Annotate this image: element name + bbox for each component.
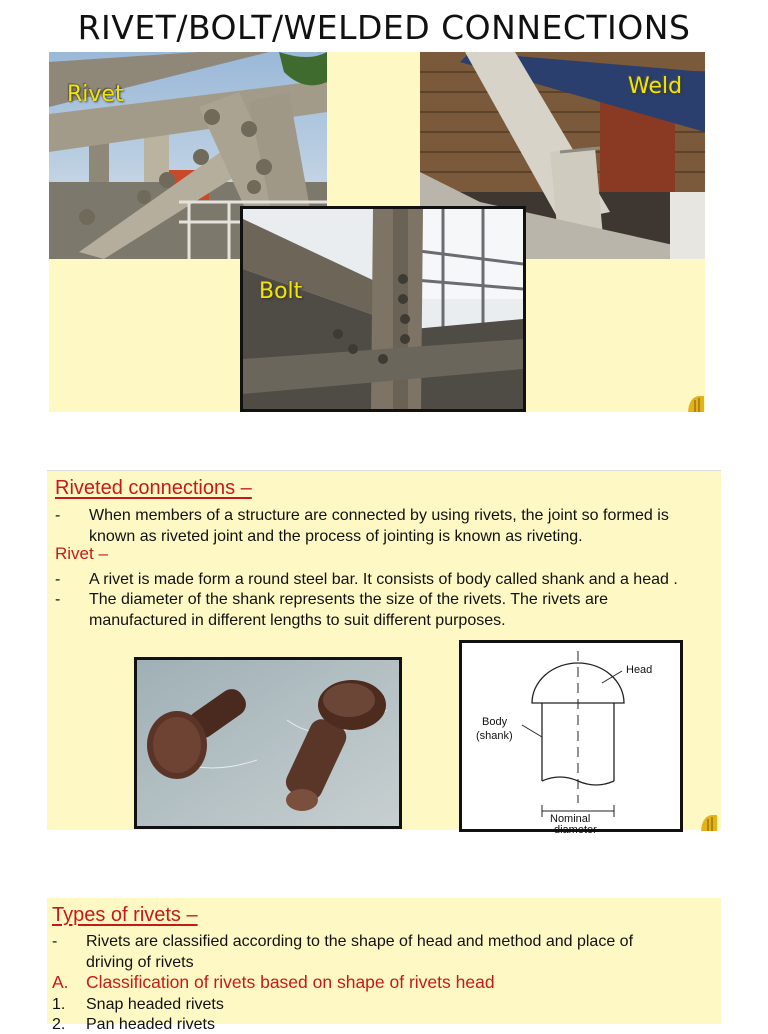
- bullet-dash: -: [52, 933, 58, 950]
- diagram-head-label: Head: [626, 664, 653, 676]
- diagram-diameter-label: diameter: [554, 824, 597, 836]
- rivet-label: Rivet: [67, 82, 124, 107]
- rivet-subheading: Rivet –: [55, 544, 108, 563]
- classification-text: Classification of rivets based on shape of rivets head: [86, 972, 495, 992]
- slide-riveted-connections: [47, 470, 721, 836]
- slide-types-of-rivets: [47, 898, 721, 1033]
- slide-connections-photos: [49, 52, 705, 412]
- rivets-photo: [134, 657, 402, 829]
- bullet-text: driving of rivets: [86, 954, 194, 971]
- diagram-nominal-label: Nominal: [550, 813, 591, 825]
- slide-title: RIVET/BOLT/WELDED CONNECTIONS: [77, 8, 691, 47]
- classification-letter: A.: [52, 972, 69, 992]
- bullet-dash: -: [55, 507, 61, 524]
- weld-label: Weld: [628, 74, 683, 99]
- diagram-body-label: Body: [482, 716, 508, 728]
- bullet-text: A rivet is made form a round steel bar. It consists of body called shank and a head .: [89, 571, 678, 588]
- bullet-text: known as riveted joint and the process of jointing is known as riveting.: [89, 528, 583, 545]
- bullet-text: Rivets are classified according to the shape of head and method and place of: [86, 933, 634, 950]
- bullet-dash: -: [55, 591, 61, 608]
- bolt-connection-photo: [240, 206, 526, 412]
- bullet-text: When members of a structure are connected by using rivets, the joint so formed is: [89, 507, 669, 524]
- diagram-shank-label: (shank): [476, 730, 513, 742]
- list-text: Snap headed rivets: [86, 996, 224, 1013]
- list-number: 2.: [52, 1016, 66, 1033]
- section-heading: Riveted connections –: [55, 477, 252, 499]
- bolt-label: Bolt: [259, 279, 303, 304]
- presentation-logo-icon: [686, 394, 704, 412]
- bullet-dash: -: [55, 571, 61, 588]
- presentation-logo-icon: [699, 813, 717, 831]
- list-text: Pan headed rivets: [86, 1016, 215, 1033]
- bullet-text: The diameter of the shank represents the size of the rivets. The rivets are: [89, 591, 609, 608]
- section-heading: Types of rivets –: [52, 904, 198, 926]
- bullet-text: manufactured in different lengths to suit different purposes.: [89, 612, 506, 629]
- rivet-diagram: [459, 640, 683, 836]
- list-number: 1.: [52, 996, 66, 1013]
